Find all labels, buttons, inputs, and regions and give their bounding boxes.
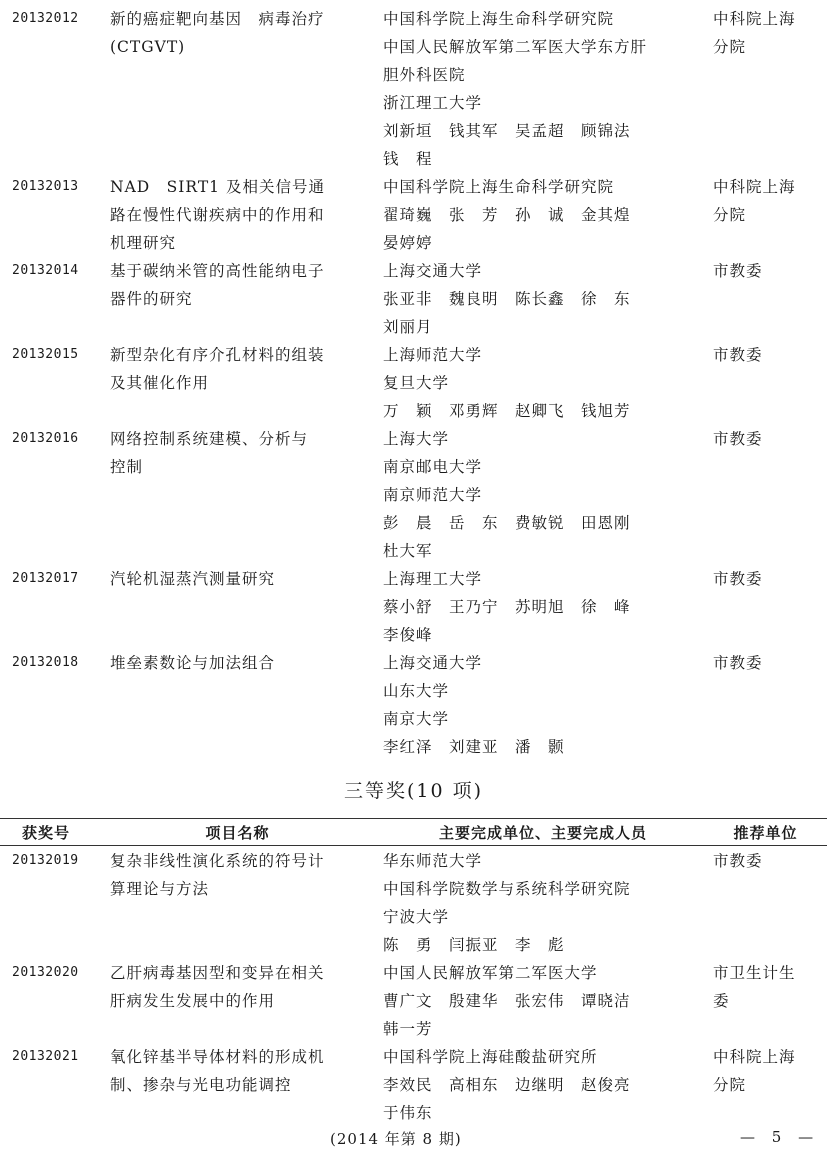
- recommender-line: 市卫生计生: [713, 964, 796, 982]
- project-name-line: 路在慢性代谢疾病中的作用和: [110, 206, 325, 224]
- units-and-people-line: 上海大学: [383, 430, 450, 448]
- units-and-people-line: 中国科学院上海硅酸盐研究所: [383, 1048, 598, 1066]
- project-name-line: 网络控制系统建模、分析与: [110, 430, 309, 448]
- project-name: [110, 257, 365, 313]
- units-and-people-line: 杜大军: [383, 542, 433, 560]
- recommender-line: 市教委: [713, 852, 763, 870]
- units-and-people: [383, 649, 683, 761]
- award-number: 20132021: [12, 1049, 79, 1064]
- units-and-people-line: 上海理工大学: [383, 570, 483, 588]
- project-name-line: 机理研究: [110, 234, 177, 252]
- project-name: [110, 1043, 365, 1099]
- recommender-line: 中科院上海: [713, 178, 796, 196]
- issue-label: (2014 年第 8 期): [330, 1130, 462, 1148]
- units-and-people-line: 蔡小舒 王乃宁 苏明旭 徐 峰: [383, 598, 631, 616]
- units-and-people: [383, 847, 683, 959]
- units-and-people-line: 李效民 高相东 边继明 赵俊亮: [383, 1076, 631, 1094]
- project-name-line: 新的癌症靶向基因 病毒治疗: [110, 10, 325, 28]
- page-footer: [0, 1128, 827, 1152]
- units-and-people-line: 南京师范大学: [383, 486, 483, 504]
- units-and-people-line: 陈 勇 闫振亚 李 彪: [383, 936, 565, 954]
- recommender: [713, 425, 818, 453]
- units-and-people: [383, 565, 683, 649]
- project-name: [110, 565, 365, 593]
- award-number: 20132015: [12, 347, 79, 362]
- award-number: 20132014: [12, 263, 79, 278]
- project-name: [110, 173, 365, 257]
- units-and-people-line: 复旦大学: [383, 374, 450, 392]
- units-and-people-line: 胆外科医院: [383, 66, 466, 84]
- recommender-line: 分院: [713, 1076, 747, 1094]
- units-and-people-line: 上海交通大学: [383, 654, 483, 672]
- header-units-people: 主要完成单位、主要完成人员: [438, 824, 647, 842]
- recommender: [713, 341, 818, 369]
- recommender-line: 委: [713, 992, 730, 1010]
- project-name-line: 氧化锌基半导体材料的形成机: [110, 1048, 325, 1066]
- project-name-line: 堆垒素数论与加法组合: [110, 654, 276, 672]
- units-and-people: [383, 1043, 683, 1127]
- recommender-line: 分院: [713, 206, 747, 224]
- units-and-people-line: 中国科学院上海生命科学研究院: [383, 10, 615, 28]
- header-project-name: 项目名称: [205, 824, 270, 842]
- units-and-people-line: 张亚非 魏良明 陈长鑫 徐 东: [383, 290, 631, 308]
- recommender: [713, 847, 818, 875]
- recommender-line: 中科院上海: [713, 10, 796, 28]
- project-name: [110, 649, 365, 677]
- units-and-people-line: 钱 程: [383, 150, 433, 168]
- recommender: [713, 173, 818, 229]
- header-award-no: 获奖号: [22, 824, 71, 842]
- units-and-people-line: 于伟东: [383, 1104, 433, 1122]
- recommender-line: 市教委: [713, 570, 763, 588]
- units-and-people-line: 刘丽月: [383, 318, 433, 336]
- units-and-people: [383, 959, 683, 1043]
- recommender-line: 市教委: [713, 654, 763, 672]
- project-name-line: 复杂非线性演化系统的符号计: [110, 852, 325, 870]
- units-and-people-line: 浙江理工大学: [383, 94, 483, 112]
- award-number: 20132020: [12, 965, 79, 980]
- units-and-people-line: 中国人民解放军第二军医大学东方肝: [383, 38, 648, 56]
- project-name-line: 制、掺杂与光电功能调控: [110, 1076, 292, 1094]
- units-and-people-line: 翟琦巍 张 芳 孙 诚 金其煌: [383, 206, 631, 224]
- section-title-third-prize: 三等奖(10 项): [343, 780, 484, 802]
- recommender-line: 中科院上海: [713, 1048, 796, 1066]
- award-number: 20132013: [12, 179, 79, 194]
- units-and-people-line: 华东师范大学: [383, 852, 483, 870]
- recommender: [713, 649, 818, 677]
- header-recommender: 推荐单位: [733, 824, 798, 842]
- project-name-line: 基于碳纳米管的高性能纳电子: [110, 262, 325, 280]
- recommender: [713, 1043, 818, 1099]
- project-name: [110, 5, 365, 61]
- page-number: — 5 —: [740, 1128, 820, 1146]
- award-number: 20132016: [12, 431, 79, 446]
- project-name-line: (CTGVT): [110, 38, 186, 56]
- units-and-people-line: 上海交通大学: [383, 262, 483, 280]
- units-and-people: [383, 5, 683, 173]
- units-and-people: [383, 341, 683, 425]
- project-name-line: 器件的研究: [110, 290, 193, 308]
- project-name-line: 汽轮机湿蒸汽测量研究: [110, 570, 276, 588]
- project-name-line: 肝病发生发展中的作用: [110, 992, 276, 1010]
- units-and-people-line: 中国人民解放军第二军医大学: [383, 964, 598, 982]
- units-and-people-line: 彭 晨 岳 东 费敏锐 田恩刚: [383, 514, 631, 532]
- units-and-people: [383, 425, 683, 565]
- award-number: 20132018: [12, 655, 79, 670]
- units-and-people-line: 刘新垣 钱其军 吴孟超 顾锦法: [383, 122, 631, 140]
- units-and-people-line: 晏婷婷: [383, 234, 433, 252]
- table-header: [0, 818, 827, 846]
- units-and-people-line: 中国科学院数学与系统科学研究院: [383, 880, 631, 898]
- project-name: [110, 425, 365, 481]
- units-and-people-line: 上海师范大学: [383, 346, 483, 364]
- units-and-people-line: 李俊峰: [383, 626, 433, 644]
- award-number: 20132017: [12, 571, 79, 586]
- recommender-line: 分院: [713, 38, 747, 56]
- recommender-line: 市教委: [713, 346, 763, 364]
- project-name-line: 控制: [110, 458, 144, 476]
- award-number: 20132012: [12, 11, 79, 26]
- project-name-line: 新型杂化有序介孔材料的组装: [110, 346, 325, 364]
- recommender: [713, 565, 818, 593]
- project-name-line: NAD SIRT1 及相关信号通: [110, 178, 325, 196]
- units-and-people-line: 山东大学: [383, 682, 450, 700]
- recommender-line: 市教委: [713, 262, 763, 280]
- units-and-people-line: 李红泽 刘建亚 潘 颢: [383, 738, 565, 756]
- units-and-people: [383, 257, 683, 341]
- units-and-people-line: 韩一芳: [383, 1020, 433, 1038]
- units-and-people-line: 中国科学院上海生命科学研究院: [383, 178, 615, 196]
- units-and-people: [383, 173, 683, 257]
- units-and-people-line: 万 颖 邓勇辉 赵卿飞 钱旭芳: [383, 402, 631, 420]
- units-and-people-line: 宁波大学: [383, 908, 450, 926]
- award-number: 20132019: [12, 853, 79, 868]
- recommender: [713, 5, 818, 61]
- project-name: [110, 341, 365, 397]
- project-name-line: 及其催化作用: [110, 374, 210, 392]
- project-name-line: 算理论与方法: [110, 880, 210, 898]
- recommender: [713, 959, 818, 1015]
- units-and-people-line: 曹广文 殷建华 张宏伟 谭晓洁: [383, 992, 631, 1010]
- project-name-line: 乙肝病毒基因型和变异在相关: [110, 964, 325, 982]
- units-and-people-line: 南京大学: [383, 710, 450, 728]
- recommender: [713, 257, 818, 285]
- project-name: [110, 959, 365, 1015]
- units-and-people-line: 南京邮电大学: [383, 458, 483, 476]
- recommender-line: 市教委: [713, 430, 763, 448]
- project-name: [110, 847, 365, 903]
